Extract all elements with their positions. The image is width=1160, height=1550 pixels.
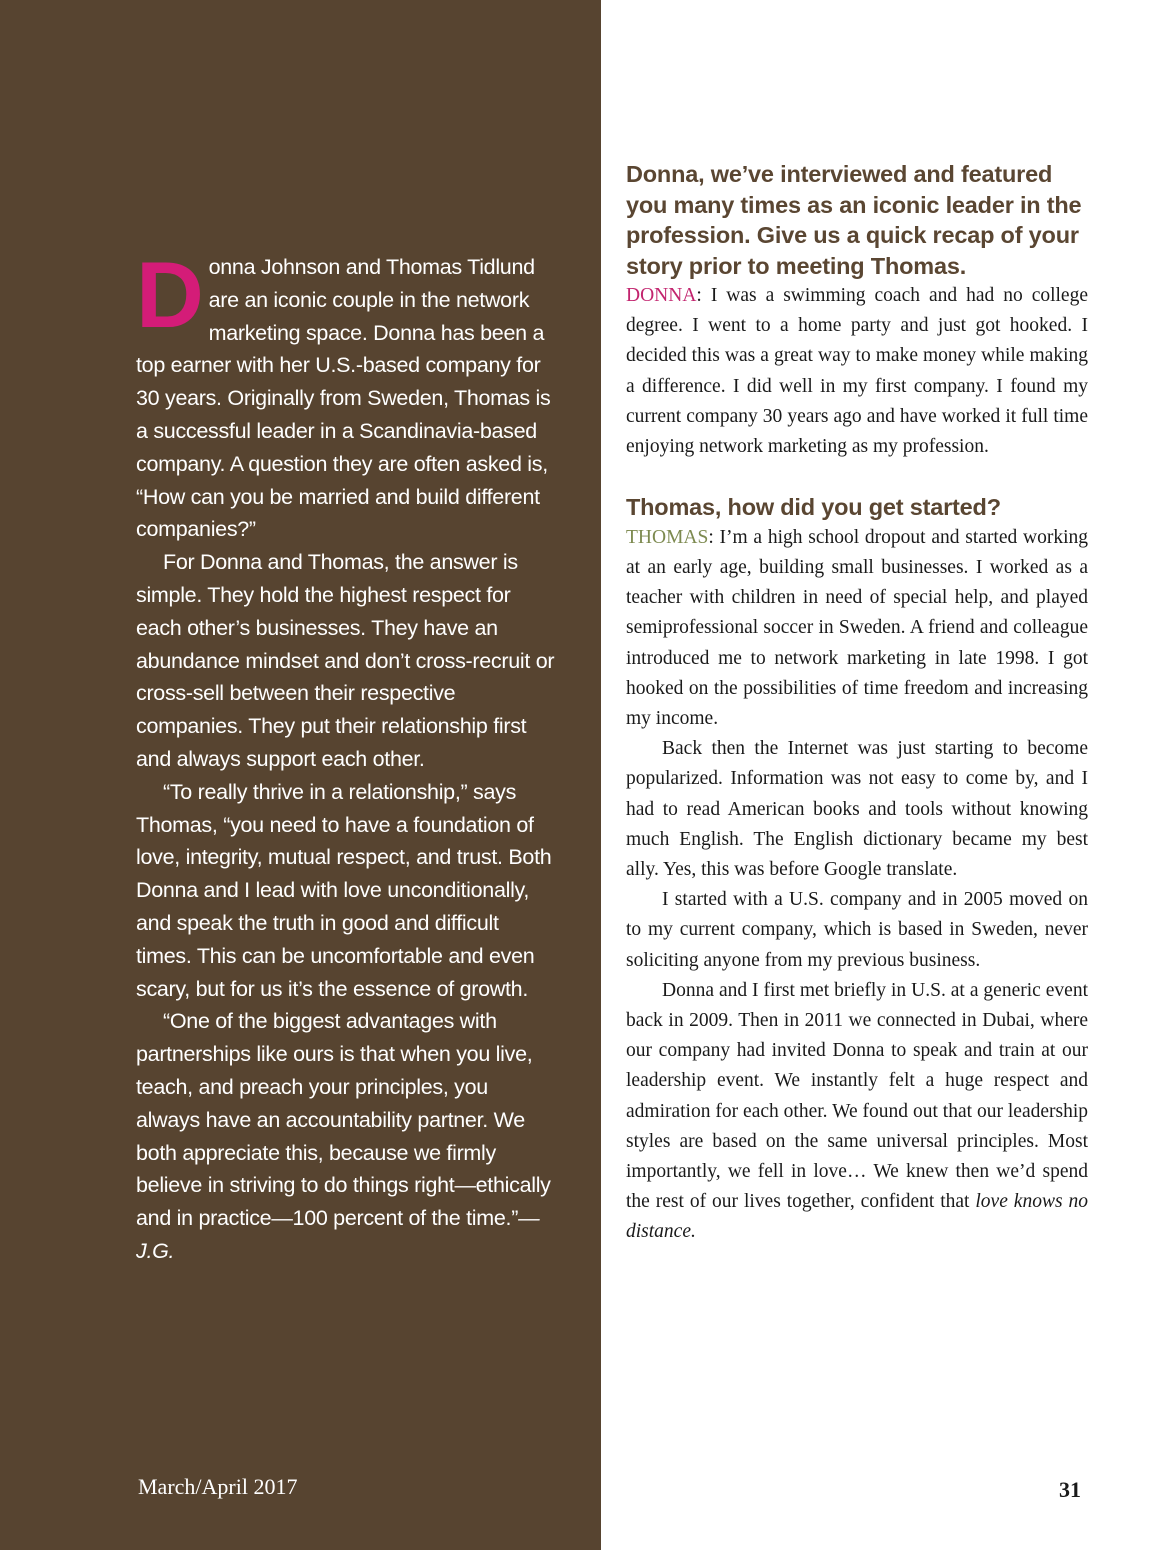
sidebar-paragraph-2: For Donna and Thomas, the answer is simple. They hold the highest respect for each other’s businesses. They have an abundance mindset and don’t cross-recruit or cross-sell between their respective companies. They put their relationship first and always support each other. xyxy=(136,550,555,771)
question-2: Thomas, how did you get started? xyxy=(626,494,1001,521)
answer-2-paragraph-4 xyxy=(626,976,1088,1248)
sidebar-paragraph-4-text: “One of the biggest advantages with partnerships like ours is that when you live, teach, and preach your principles, you always have an accountability partner. We both appreciate this, because we firmly believe in striving to do things right—ethically and in practice—100 percent of the time.” xyxy=(136,1009,551,1231)
answer-2-paragraph-3: I started with a U.S. company and in 2005 moved on to my current company, which is based in Sweden, never soliciting anyone from my previous business. xyxy=(626,889,1088,971)
sidebar-paragraph-3: “To really thrive in a relationship,” says Thomas, “you need to have a foundation of love, integrity, mutual respect, and trust. Both Donna and I lead with love unconditionally, and speak the truth in good and difficult times. This can be uncomfortable and even scary, but for us it’s the essence of growth. xyxy=(136,779,552,1001)
page-number: 31 xyxy=(1059,1477,1081,1502)
sidebar-text xyxy=(136,242,556,1268)
sidebar-paragraph-4 xyxy=(136,1005,556,1267)
drop-cap: D xyxy=(136,242,204,347)
attribution: —J.G. xyxy=(136,1206,540,1263)
answer-2-paragraph-2: Back then the Internet was just starting to become popularized. Information was not easy to come by, and I had to read American books and tools without knowing much English. The English dictionary became my best ally. Yes, this was before Google translate. xyxy=(626,738,1088,880)
question-1: Donna, we’ve interviewed and featured you many times as an iconic leader in the profession. Give us a quick recap of your story prior to meeting Thomas. xyxy=(626,161,1082,279)
answer-2-text: : I’m a high school dropout and started working at an early age, building small businesses. I worked as a teacher with children in need of special help, and played semiprofessional soccer in Sweden. A friend and colleague introduced me to network marketing in late 1998. I got hooked on the possibilities of time freedom and increasing my income. xyxy=(626,526,1088,729)
answer-1 xyxy=(626,281,1088,462)
speaker-label-donna: DONNA xyxy=(626,285,697,306)
interview-column xyxy=(626,159,1088,1248)
sidebar-lead-paragraph xyxy=(136,242,556,546)
speaker-label-thomas: THOMAS xyxy=(626,526,709,548)
answer-2-paragraph-4-text: Donna and I first met briefly in U.S. at a generic event back in 2009. Then in 2011 we connected in Dubai, where our company had invited Donna to speak and train at our leadership event. We instantly felt a huge respect and admiration for each other. We found out that our leadership styles are based on the same universal principles. Most importantly, we fell in love… We knew then we’d spend the rest of our lives together, confident that xyxy=(626,979,1088,1213)
answer-1-text: : I was a swimming coach and had no college degree. I went to a home party and just got hooked. I decided this was a great way to make money while making a difference. I did well in my first company. I found my current company 30 years ago and have worked it full time enjoying network marketing as my profession. xyxy=(626,285,1088,458)
issue-date: March/April 2017 xyxy=(138,1474,298,1499)
answer-2 xyxy=(626,523,1088,734)
closing-phrase: love knows no distance. xyxy=(626,1191,1088,1243)
sidebar-lead-text: onna Johnson and Thomas Tidlund are an iconic couple in the network marketing space. Donna has been a top earner with her U.S.-based company for 30 years. Originally from Sweden, Thomas is a successful leader in a Scandinavia-based company. A question they are often asked is, “How can you be married and build different companies?” xyxy=(136,255,551,542)
